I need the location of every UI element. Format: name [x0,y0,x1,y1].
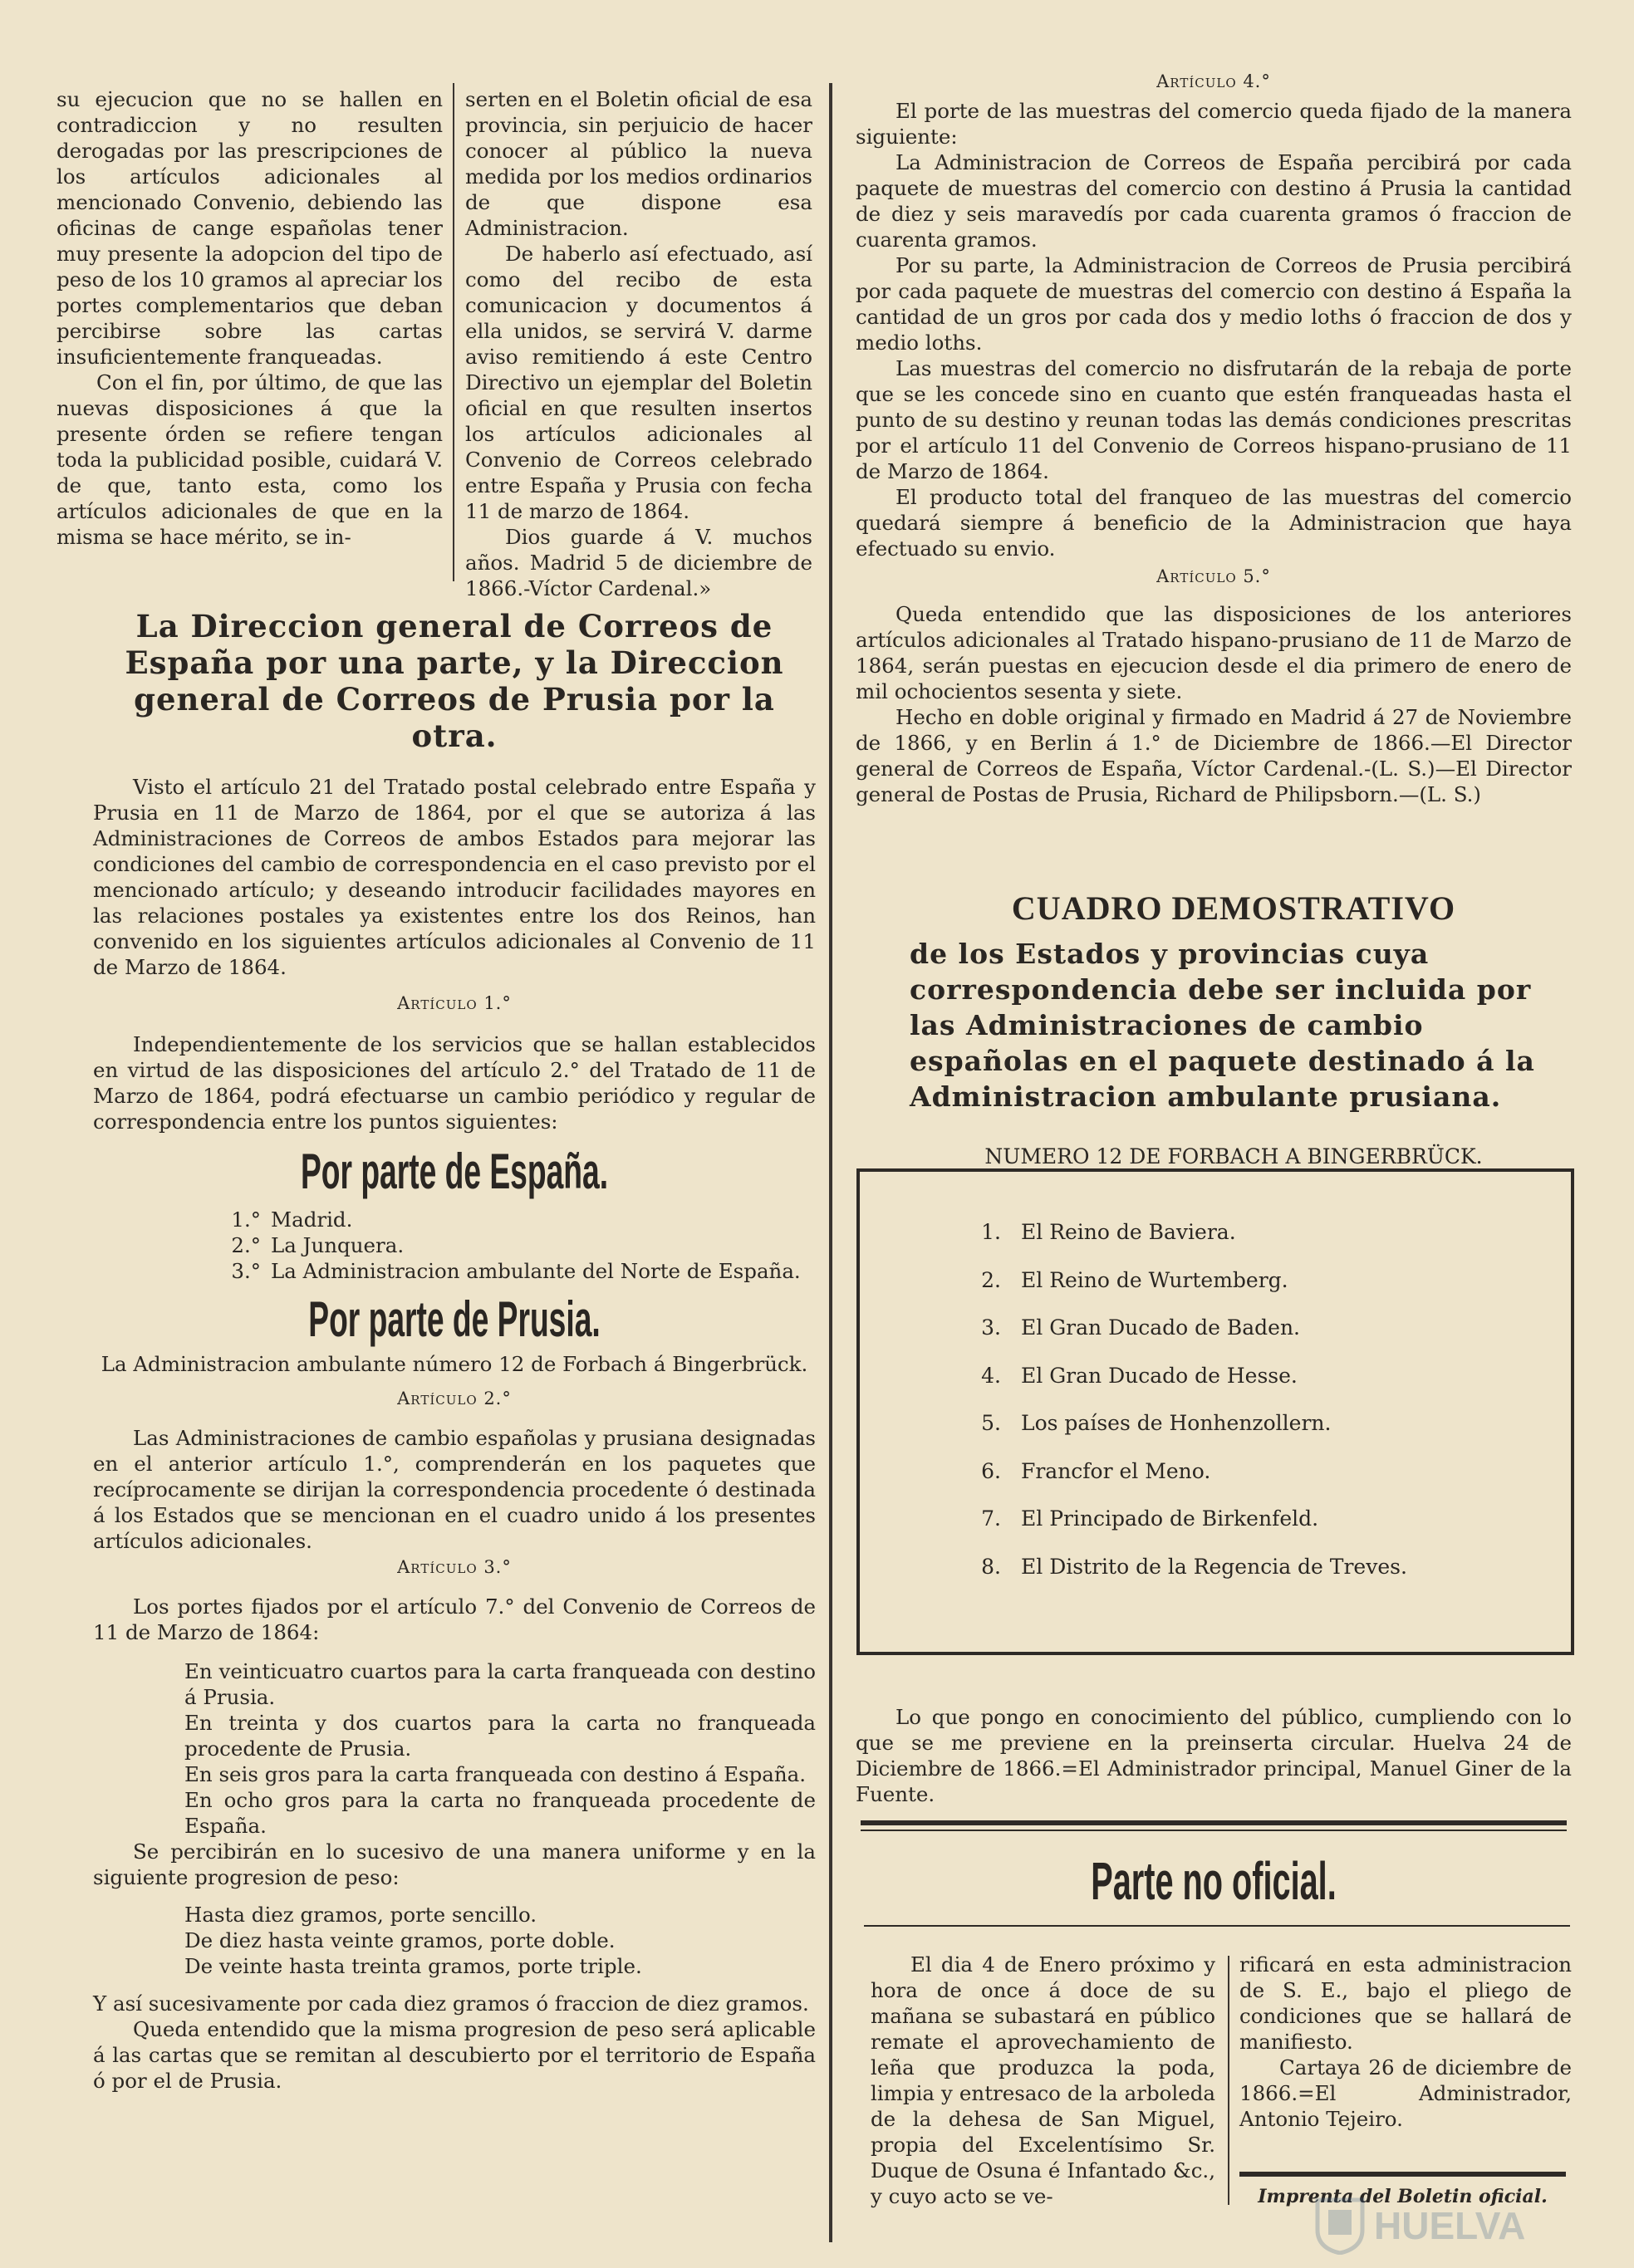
list-item: 2. El Reino de Wurtemberg. [981,1267,1288,1292]
paragraph: su ejecucion que no se hallen en contradiccion y no resulten derogadas por las prescripciones de los artículos adicionales al mencionado Convenio, debiendo las oficinas de cange españolas tener muy presente la adopcion del tipo de peso de los 10 gramos al apreciar los portes complementarios que deban percibirse sobre las cartas insuficientemente franqueadas. [56,87,443,369]
article-4-p1: El porte de las muestras del comercio queda fijado de la manera siguiente: [856,99,1572,149]
parte-no-oficial-title: Parte no oficial. [1091,1851,1337,1911]
list-item: 6. Francfor el Meno. [981,1458,1211,1483]
article-2-text: Las Administraciones de cambio españolas y prusiana designadas en el anterior artículo 1.°, comprenderán en los paquetes que recíprocamente se dirijan la correspondencia procedente ó destinada á los Estados que se mencionan en el cuadro unido á los presentes artículos adicionales. [93,1426,816,1553]
article-4-p5: El producto total del franqueo de las muestras del comercio quedará siempre á beneficio de la Administracion que haya efectuado su envio. [856,485,1572,561]
separator-rule [1239,2172,1566,2177]
paragraph: Con el fin, por último, de que las nuevas disposiciones á que la presente órden se refiere tengan toda la publicidad posible, cuidará V. de que, tanto esta, como los artículos adicionales de que en la misma se hace mérito, se in- [56,370,443,549]
article-2-title: Artículo 2.° [397,1389,512,1408]
conocimiento-paragraph: Lo que pongo en conocimiento del público, cumpliendo con lo que se me previene en la preinserta circular. Huelva 24 de Diciembre de 1866.=El Administrador principal, Manuel Giner de la Fuente. [856,1705,1572,1806]
separator-rule [861,1830,1567,1831]
visto-paragraph: Visto el artículo 21 del Tratado postal celebrado entre España y Prusia en 11 de Marzo de 1864, por el que se autoriza á las Administraciones de Correos de ambos Estados para mejorar las condiciones del cambio de correspondencia en el caso previsto por el mencionado artículo; y deseando introducir facilidades mayores en las relaciones postales ya existentes entre los dos Reinos, han convenido en los siguientes artículos adicionales al Convenio de 11 de Marzo de 1864. [93,775,816,979]
article-3-note: Queda entendido que la misma progresion de peso será aplicable á las cartas que se remitan al descubierto por el territorio de España ó por el de Prusia. [93,2017,816,2093]
list-item: 8. El Distrito de la Regencia de Treves. [981,1554,1407,1579]
separator-rule [861,1820,1567,1825]
list-item: 1. El Reino de Baviera. [981,1220,1236,1245]
espana-points-list [209,1207,816,1284]
signature-paragraph: Cartaya 26 de diciembre de 1866.=El Administrador, Antonio Tejeiro. [1239,2055,1572,2131]
article-4-title: Artículo 4.° [1156,71,1271,91]
list-item: 4. El Gran Ducado de Hesse. [981,1363,1298,1388]
cuadro-title: CUADRO DEMOSTRATIVO [1011,889,1456,927]
list-item: 2.° La Junquera. [231,1233,405,1257]
left-main-column [93,608,816,2094]
list-item: De diez hasta veinte gramos, porte doble. [184,1928,616,1952]
article-4-p4: Las muestras del comercio no disfrutarán de la rebaja de porte que se les concede sino en cuanto que estén franqueadas hasta el punto de su destino y reunan todas las demás condiciones prescritas por el artículo 11 del Convenio de Correos hispano-prusiano de 11 de Marzo de 1864. [856,356,1572,483]
list-item: Hasta diez gramos, porte sencillo. [184,1903,537,1927]
article-3-progression: Se percibirán en lo sucesivo de una manera uniforme y en la siguiente progresion de peso: [93,1839,816,1889]
article-3-weights [184,1902,816,1979]
article-3-end: Y así sucesivamente por cada diez gramos ó fraccion de diez gramos. [93,1991,809,2016]
left-top-column-b [465,86,812,601]
cuadro-subtitle: de los Estados y provincias cuya correspondencia debe ser incluida por las Administraciones de cambio españolas en el paquete destinado á la Administracion ambulante prusiana. [910,938,1535,1113]
prusia-point: La Administracion ambulante número 12 de Forbach á Bingerbrück. [101,1352,808,1376]
subasta-col-a: El dia 4 de Enero próximo y hora de once á doce de su mañana se subastará en público remate el aprovechamiento de leña que produzca la poda, limpia y entresaco de la arboleda de la dehesa de San Miguel, propia del Excelentísimo Sr. Duque de Osuna é Infantado &c., y cuyo acto se ve- [871,1952,1215,2208]
list-item: 1.° Madrid. [231,1207,353,1232]
column-divider-top [453,83,454,581]
list-item: En treinta y dos cuartos para la carta no franqueada procedente de Prusia. [184,1711,816,1761]
article-3-text: Los portes fijados por el artículo 7.° del Convenio de Correos de 11 de Marzo de 1864: [93,1594,816,1644]
article-5-p1: Queda entendido que las disposiciones de los anteriores artículos adicionales al Tratado hispano-prusiano de 11 de Marzo de 1864, serán puestas en ejecucion desde el dia primero de enero de mil ochocientos sesenta y siete. [856,602,1572,703]
column-divider-bottom [1228,1956,1229,2205]
paragraph: Dios guarde á V. muchos años. Madrid 5 de diciembre de 1866.-Víctor Cardenal.» [465,525,812,600]
seal-icon [1314,2197,1366,2255]
article-4-p3: Por su parte, la Administracion de Correos de Prusia percibirá por cada paquete de muestras del comercio con destino á España la cantidad de un gros por cada dos y medio loths ó fraccion de dos y medio loths. [856,253,1572,355]
cuadro-list [860,1172,1571,1590]
article-5-p2: Hecho en doble original y firmado en Madrid á 27 de Noviembre de 1866, y en Berlin á 1.° de Diciembre de 1866.—El Director general de Correos de España, Víctor Cardenal.-(L. S.)—El Director general de Postas de Prusia, Richard de Philipsborn.—(L. S.) [856,705,1572,806]
right-column [856,71,1572,807]
list-item: 7. El Principado de Birkenfeld. [981,1506,1319,1531]
article-3-title: Artículo 3.° [397,1557,512,1577]
huelva-watermark: HUELVA [1314,2188,1563,2263]
por-parte-espana-title: Por parte de España. [300,1144,609,1199]
subasta-col-b [1239,1952,1572,2132]
paragraph: serten en el Boletin oficial de esa provincia, sin perjuicio de hacer conocer al público la nueva medida por los medios ordinarios de que dispone esa Administracion. [465,87,812,240]
list-item: 3. El Gran Ducado de Baden. [981,1315,1300,1340]
cuadro-numero: NUMERO 12 DE FORBACH A BINGERBRÜCK. [984,1144,1483,1168]
paragraph: rificará en esta administracion de S. E., bajo el pliego de condiciones que se hallará de manifiesto. [1239,1952,1572,2054]
list-item: De veinte hasta treinta gramos, porte triple. [184,1954,642,1978]
article-5-title: Artículo 5.° [1156,566,1271,586]
article-1-title: Artículo 1.° [397,993,512,1013]
list-item: 5. Los países de Honhenzollern. [981,1411,1332,1436]
page-column-divider [829,83,832,2242]
direccion-heading: La Direccion general de Correos de España por una parte, y la Direccion general de Correos de Prusia por la otra. [125,608,784,754]
article-4-p2: La Administracion de Correos de España percibirá por cada paquete de muestras del comercio con destino á Prusia la cantidad de diez y seis maravedís por cada cuarenta gramos ó fraccion de cuarenta gramos. [856,150,1572,252]
list-item: En ocho gros para la carta no franqueada procedente de España. [184,1788,816,1838]
article-1-text: Independientemente de los servicios que se hallan establecidos en virtud de las disposiciones del artículo 2.° del Tratado de 11 de Marzo de 1864, podrá efectuarse un cambio periódico y regular de correspondencia entre los puntos siguientes: [93,1032,816,1134]
list-item: En veinticuatro cuartos para la carta franqueada con destino á Prusia. [184,1659,816,1709]
left-top-column-a [56,86,443,550]
parte-no-oficial-header [861,1850,1567,1912]
imprenta-line: Imprenta del Boletin oficial. [1258,2186,1548,2207]
cuadro-box [856,1168,1574,1655]
por-parte-prusia-title: Por parte de Prusia. [308,1291,601,1347]
list-item: 3.° La Administracion ambulante del Norte de España. [231,1259,801,1283]
list-item: En seis gros para la carta franqueada con destino á España. [184,1762,807,1786]
paragraph: De haberlo así efectuado, así como del recibo de esta comunicacion y documentos á ella unidos, se servirá V. darme aviso remitiendo á este Centro Directivo un ejemplar del Boletin oficial en que resulten insertos los artículos adicionales al Convenio de Correos celebrado entre España y Prusia con fecha 11 de marzo de 1864. [465,242,812,523]
separator-rule [864,1925,1570,1927]
article-3-rates [184,1658,816,1839]
cuadro-header [910,889,1558,1168]
